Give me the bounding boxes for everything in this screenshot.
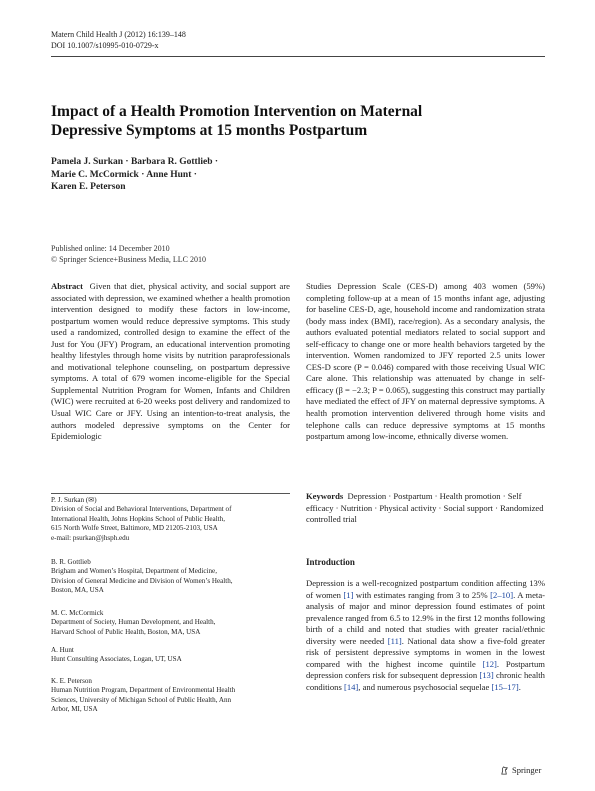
citation-link[interactable]: [14] — [343, 681, 359, 692]
keywords — [306, 491, 545, 526]
affiliation-author: K. E. Peterson — [51, 677, 92, 685]
introduction-heading: Introduction — [306, 557, 355, 567]
abstract-text: Studies Depression Scale (CES-D) among 403 women (59%) completing follow-up at a mean of 15 months infant age, adjusting for baseline CES-D, age, household income and randomization strata (body mass index (BMI), race/region). As a secondary analysis, the authors evaluated potential mediators related to social support and self-efficacy to change one or more health behaviors targeted by the intervention. Women randomized to JFY reported 2.5 units lower CES-D score (P = 0.046) compared with those receiving Usual WIC Care alone. This relationship was attenuated by change in self-efficacy (β = −2.3; P = 0.065), suggesting this construct may partially have mediated the effect of JFY on maternal depressive symptoms. A health promotion intervention delivered through home visits and telephone calls can reduce depressive symptoms at 15 months postpartum among low-income, ethnically diverse women. — [306, 281, 545, 442]
title-line: Impact of a Health Promotion Intervention on Maternal — [51, 103, 423, 120]
intro-text: . — [518, 681, 521, 692]
email-link[interactable]: e-mail: psurkan@jhsph.edu — [51, 533, 130, 542]
citation-link[interactable]: [15–17] — [491, 681, 519, 692]
affiliation-line: Human Nutrition Program, Department of Environmental Health — [51, 686, 236, 695]
title-line: Depressive Symptoms at 15 months Postpartum — [51, 122, 368, 139]
citation-link[interactable]: [11] — [387, 635, 402, 646]
authors-line: Karen E. Peterson — [51, 182, 126, 192]
affiliation-line: Harvard School of Public Health, Boston, MA, USA — [51, 627, 201, 636]
intro-text: Depression is a well-recognized postpartum condition affecting 13% of women — [306, 578, 545, 600]
affiliation-line: Boston, MA, USA — [51, 586, 104, 595]
affiliation-author: B. R. Gottlieb — [51, 558, 91, 566]
affiliation-line: Division of Social and Behavioral Interventions, Department of — [51, 505, 232, 514]
intro-text: . National data show a five-fold greater risk of persistent depressive symptoms in women in the lowest compared with the highest income quintile — [306, 635, 545, 669]
affiliation-line: Arbor, MI, USA — [51, 705, 98, 714]
intro-text: . A meta-analysis of major and minor depression found estimates of point prevalence ranged from 6.5 to 12.9% in the first 12 months following birth of a child and noted that studies with greater racial/ethnic diversity were needed — [306, 589, 545, 646]
citation-link[interactable]: [13] — [479, 670, 494, 681]
intro-text: , and numerous psychosocial sequelae — [358, 681, 492, 692]
header-rule — [51, 56, 545, 57]
affiliation — [51, 646, 290, 665]
published-date: Published online: 14 December 2010 — [51, 244, 170, 253]
doi-line: DOI 10.1007/s10995-010-0729-x — [51, 40, 159, 50]
abstract-label: Abstract — [51, 281, 83, 291]
citation-link[interactable]: [12] — [482, 658, 497, 669]
affiliation — [51, 609, 290, 637]
copyright: © Springer Science+Business Media, LLC 2010 — [51, 254, 207, 264]
affiliation-line: Hunt Consulting Associates, Logan, UT, USA — [51, 655, 182, 664]
footnote-rule — [51, 493, 290, 494]
intro-text: with estimates ranging from 3 to 25% — [353, 589, 491, 600]
publisher-name: Springer — [512, 765, 542, 775]
keywords-label: Keywords — [306, 491, 344, 501]
journal-reference — [51, 30, 186, 51]
affiliation-author: P. J. Surkan (✉) — [51, 496, 97, 504]
affiliation — [51, 558, 290, 596]
abstract-text: Given that diet, physical activity, and social support are associated with depression, we examined whether a health promotion intervention designed to modify these factors in low-income, postpartum women would reduce depressive symptoms. This study used a randomized, controlled design to examine the effect of the Just for You (JFY) Program, an educational intervention promoting healthy lifestyles through home visits by nutrition paraprofessionals and motivational telephone counseling, on postpartum depressive symptoms. A total of 679 women income-eligible for the Special Supplemental Nutrition Program for Women, Infants and Children (WIC) were recruited at 6-20 weeks post delivery and randomized to Usual WIC Care or JFY. Using an intention-to-treat analysis, the authors modeled depressive symptoms on the Center for Epidemiologic — [51, 281, 290, 442]
keywords-text: Depression · Postpartum · Health promotion · Self efficacy · Nutrition · Physical activity · Social support · Randomized controlled trial — [306, 491, 544, 525]
affiliation-line: Department of Society, Human Development, and Health, — [51, 618, 216, 627]
affiliation-author: M. C. McCormick — [51, 609, 104, 617]
citation-link[interactable]: [2–10] — [490, 589, 514, 600]
publication-info — [51, 244, 206, 265]
introduction-text — [306, 578, 545, 693]
affiliation-line: International Health, Johns Hopkins School of Public Health, — [51, 514, 225, 523]
affiliation-line: 615 North Wolfe Street, Baltimore, MD 21205-2103, USA — [51, 524, 218, 533]
publisher-footer — [500, 765, 541, 775]
affiliation-line: Sciences, University of Michigan School of Public Health, Ann — [51, 695, 232, 704]
authors-line: Pamela J. Surkan · Barbara R. Gottlieb · — [51, 157, 219, 167]
affiliation — [51, 496, 290, 543]
citation-link[interactable]: [1] — [343, 589, 354, 600]
affiliation-author: A. Hunt — [51, 646, 74, 654]
intro-text: chronic health conditions — [306, 670, 545, 692]
journal-line: Matern Child Health J (2012) 16:139–148 — [51, 30, 186, 39]
affiliation — [51, 677, 290, 715]
intro-text: . Postpartum depression confers risk for subsequent depression — [306, 658, 545, 681]
abstract-part-2 — [306, 281, 545, 443]
authors-line: Marie C. McCormick · Anne Hunt · — [51, 169, 197, 180]
article-title — [51, 102, 545, 140]
abstract-part-1 — [51, 281, 290, 443]
author-list — [51, 156, 351, 194]
affiliation-line: Division of General Medicine and Division of Women’s Health, — [51, 576, 233, 585]
springer-horse-icon — [500, 766, 509, 775]
affiliation-line: Brigham and Women’s Hospital, Department of Medicine, — [51, 567, 217, 576]
